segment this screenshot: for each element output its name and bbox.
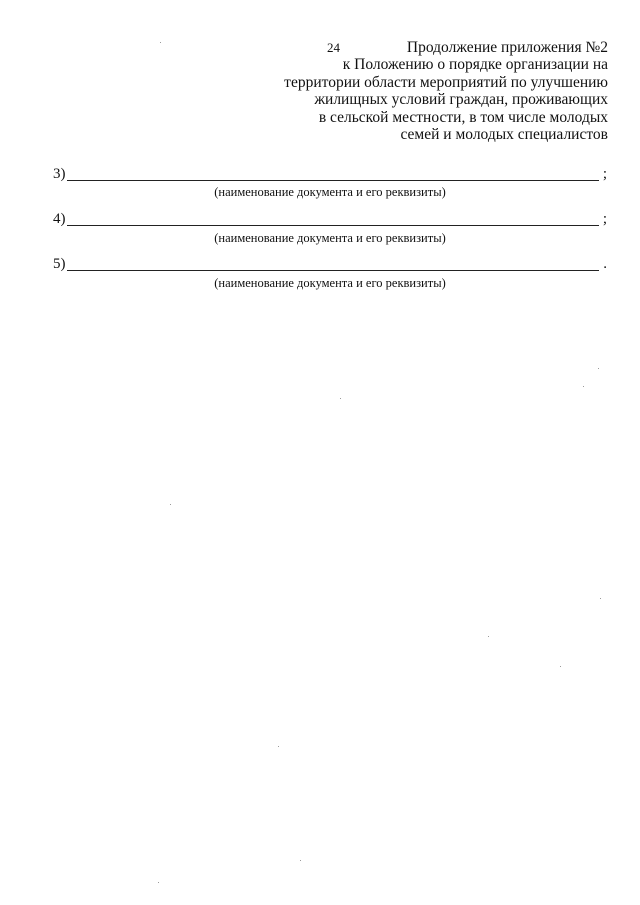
entry-caption: (наименование документа и его реквизиты): [214, 185, 446, 199]
scan-speck: [158, 882, 159, 883]
scan-speck: [600, 598, 601, 599]
scan-speck: [160, 42, 161, 43]
scan-speck: [598, 368, 599, 369]
scan-speck: [340, 398, 341, 399]
header-line: к Положению о порядке организации на: [342, 56, 608, 74]
header-line: семей и молодых специалистов: [400, 126, 608, 144]
header-line: в сельской местности, в том числе молодых: [318, 108, 608, 126]
scan-speck: [170, 504, 171, 505]
entry-number: 4): [53, 211, 66, 227]
scan-speck: [488, 636, 489, 637]
document-entry-4: [53, 205, 609, 227]
scan-speck: [300, 860, 301, 861]
entry-number: 5): [53, 256, 66, 272]
document-entry-5: [53, 250, 609, 272]
entry-punctuation: ;: [602, 211, 607, 227]
header-line: территории области мероприятий по улучшению: [284, 73, 608, 91]
header-line: жилищных условий граждан, проживающих: [314, 91, 608, 109]
scan-speck: [560, 666, 561, 667]
page-number: 24: [327, 40, 340, 55]
entry-number: 3): [53, 166, 66, 182]
header-line: Продолжение приложения №2: [406, 39, 608, 56]
scan-speck: [583, 386, 584, 387]
scan-speck: [278, 746, 279, 747]
appendix-header: [248, 39, 608, 143]
document-entry-3: [53, 160, 609, 182]
entry-caption: (наименование документа и его реквизиты): [214, 231, 446, 245]
fill-in-line: [67, 180, 599, 181]
fill-in-line: [67, 270, 599, 271]
entry-caption: (наименование документа и его реквизиты): [214, 276, 446, 290]
entry-punctuation: .: [603, 256, 607, 272]
entry-punctuation: ;: [602, 166, 607, 182]
fill-in-line: [67, 225, 599, 226]
